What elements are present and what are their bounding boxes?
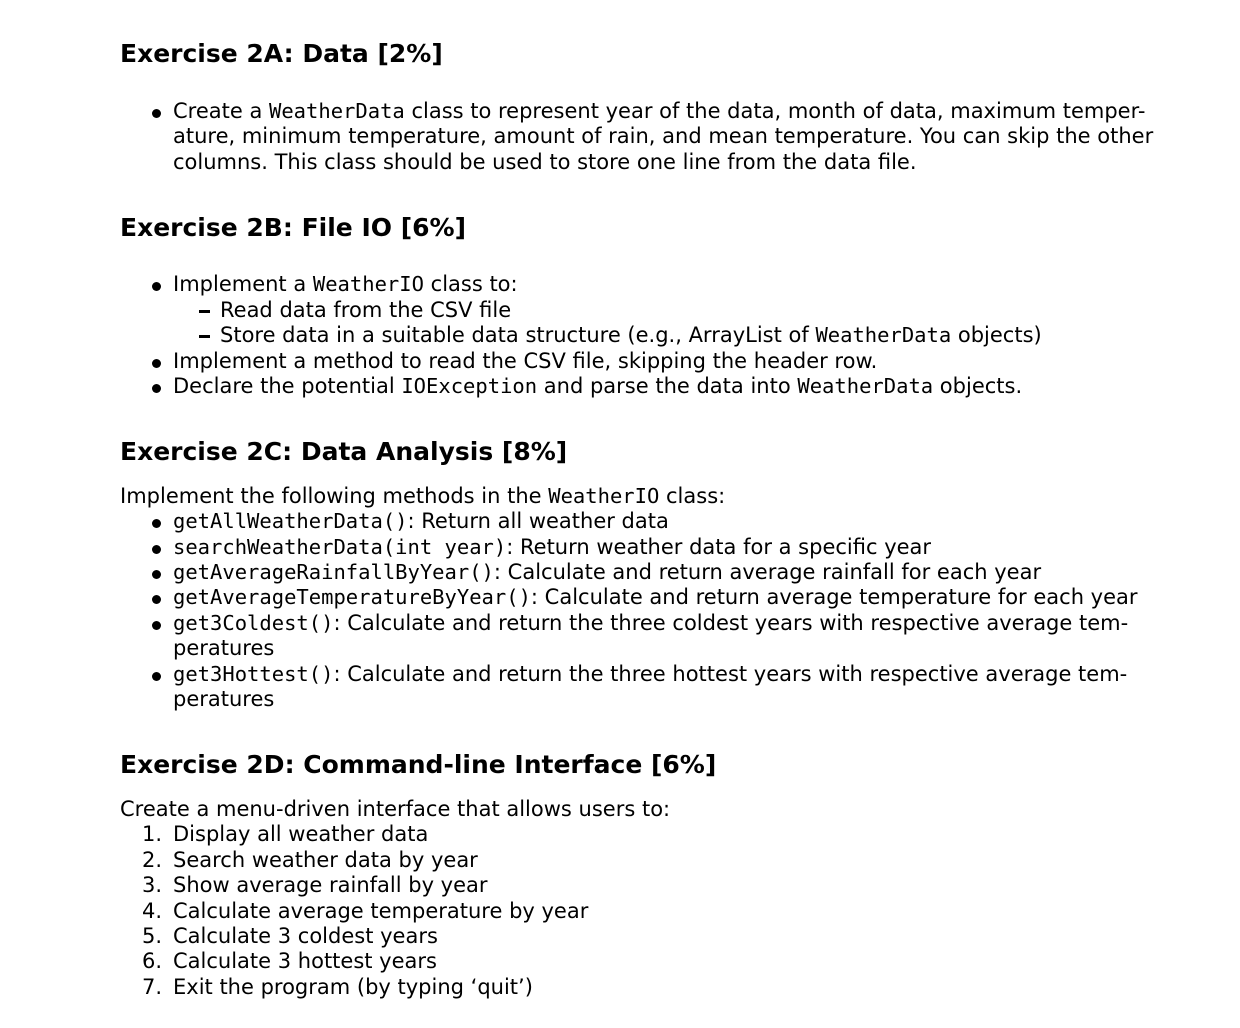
- bullet-icon: [152, 109, 161, 118]
- exercise-2b-item-3: Declare the potential IOException and parse the data into WeatherData objects.: [173, 374, 1022, 399]
- weatherio-code: WeatherIO: [548, 484, 660, 508]
- bullet-icon: [152, 672, 161, 681]
- menu-item-number: 6.: [142, 949, 163, 973]
- method-item: getAllWeatherData(): Return all weather data: [173, 509, 669, 534]
- bullet-icon: [152, 570, 161, 579]
- bullet-icon: [152, 384, 161, 393]
- exercise-2b-subitem-2: Store data in a suitable data structure (e.g., ArrayList of WeatherData objects): [220, 323, 1042, 348]
- bullet-icon: [152, 595, 161, 604]
- exercise-2b-item-1: Implement a WeatherIO class to:: [173, 272, 518, 297]
- method-item: getAverageRainfallByYear(): Calculate and return average rainfall for each year: [173, 560, 1041, 585]
- method-code: getAverageTemperatureByYear(): [173, 585, 531, 609]
- method-item-continuation: peratures: [173, 636, 275, 660]
- bullet-icon: [152, 621, 161, 630]
- menu-item-number: 4.: [142, 899, 163, 923]
- method-item-continuation: peratures: [173, 687, 275, 711]
- method-item: get3Coldest(): Calculate and return the three coldest years with respective average tem-: [173, 611, 1128, 636]
- exercise-2b-heading: Exercise 2B: File IO [6%]: [120, 213, 466, 242]
- exercise-2a-item-1-line-3: columns. This class should be used to store one line from the data file.: [173, 150, 917, 174]
- menu-item-number: 5.: [142, 924, 163, 948]
- method-code: getAllWeatherData(): [173, 509, 408, 533]
- method-item: getAverageTemperatureByYear(): Calculate and return average temperature for each year: [173, 585, 1138, 610]
- method-code: getAverageRainfallByYear(): [173, 560, 494, 584]
- menu-item-number: 7.: [142, 975, 163, 999]
- menu-item-label: Calculate 3 coldest years: [173, 924, 438, 948]
- weatherdata-code: WeatherData: [269, 99, 405, 123]
- ioexception-code: IOException: [401, 374, 538, 398]
- menu-item-label: Exit the program (by typing ‘quit’): [173, 975, 533, 999]
- exercise-2d-heading: Exercise 2D: Command-line Interface [6%]: [120, 750, 717, 779]
- bullet-icon: [152, 282, 161, 291]
- menu-item-number: 3.: [142, 873, 163, 897]
- weatherdata-code: WeatherData: [797, 374, 934, 398]
- bullet-icon: [152, 519, 161, 528]
- menu-item: [142, 848, 478, 873]
- menu-item: [142, 949, 437, 974]
- method-code: get3Coldest(): [173, 611, 334, 635]
- exercise-2a-heading: Exercise 2A: Data [2%]: [120, 39, 443, 68]
- bullet-icon: [152, 545, 161, 554]
- menu-item-label: Show average rainfall by year: [173, 873, 488, 897]
- exercise-2c-intro: Implement the following methods in the WeatherIO class:: [120, 484, 726, 508]
- dash-icon: [199, 310, 210, 313]
- menu-item: [142, 899, 589, 924]
- exercise-2a-item-1: Create a WeatherData class to represent year of the data, month of data, maximum temper-: [173, 99, 1145, 124]
- method-item: searchWeatherData(int year): Return weather data for a specific year: [173, 535, 931, 560]
- menu-item: [142, 924, 438, 949]
- menu-item-number: 1.: [142, 822, 163, 846]
- menu-item: [142, 975, 533, 1000]
- method-code: get3Hottest(): [173, 662, 334, 686]
- weatherio-code: WeatherIO: [312, 272, 424, 296]
- method-code: searchWeatherData(int year): [173, 535, 507, 559]
- method-item: get3Hottest(): Calculate and return the three hottest years with respective average tem-: [173, 662, 1127, 687]
- menu-item: [142, 873, 488, 898]
- menu-item-label: Calculate average temperature by year: [173, 899, 589, 923]
- menu-item: [142, 822, 429, 847]
- weatherdata-code: WeatherData: [815, 323, 952, 347]
- menu-item-label: Calculate 3 hottest years: [173, 949, 437, 973]
- exercise-2a-item-1-line-2: ature, minimum temperature, amount of rain, and mean temperature. You can skip the other: [173, 124, 1154, 148]
- menu-item-label: Display all weather data: [173, 822, 429, 846]
- bullet-icon: [152, 359, 161, 368]
- menu-item-number: 2.: [142, 848, 163, 872]
- exercise-2c-heading: Exercise 2C: Data Analysis [8%]: [120, 437, 568, 466]
- menu-item-label: Search weather data by year: [173, 848, 478, 872]
- exercise-2b-subitem-1: Read data from the CSV file: [220, 298, 511, 323]
- exercise-2d-intro: Create a menu-driven interface that allows users to:: [120, 797, 671, 821]
- dash-icon: [199, 335, 210, 338]
- exercise-2b-item-2: Implement a method to read the CSV file, skipping the header row.: [173, 349, 877, 374]
